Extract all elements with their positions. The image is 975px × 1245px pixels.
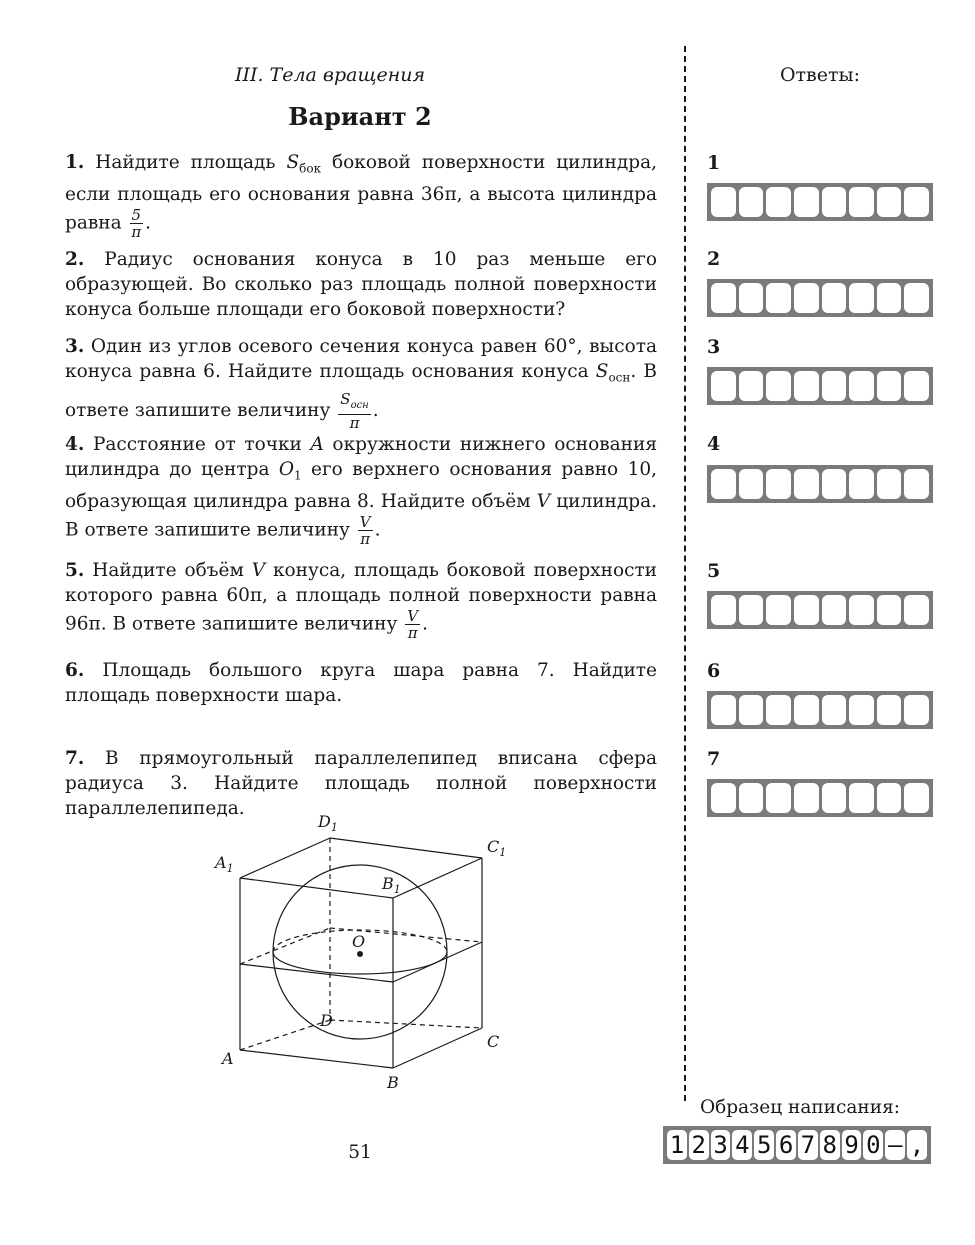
problem-5: 5. Найдите объём V конуса, площадь боковой поверхности которого равна 60π, а площадь полной поверхности равна 96π. В ответе запишите величину $\frac{V}{\pi}$ . (65, 560, 658, 642)
sample-title: Образец написания: (700, 1097, 900, 1118)
problem-2: 2. Радиус основания конуса в 10 раз меньше его образующей. Во сколько раз площадь полной поверхности конуса больше площади его боковой поверхности? (65, 249, 657, 320)
edge-D1-C1 (330, 838, 482, 858)
section-title: III. Тела вращения (234, 64, 426, 86)
edge-A-B (240, 1050, 393, 1068)
label-C: C (487, 1032, 500, 1051)
problem-number: 3. (65, 336, 85, 357)
edge-D-C (330, 1020, 482, 1028)
problem-number: 6. (65, 660, 85, 681)
answer-box-2[interactable] (707, 279, 933, 317)
problem-number: 1. (65, 152, 85, 173)
answer-box-7[interactable] (707, 779, 933, 817)
problem-number: 2. (65, 249, 85, 270)
problem-7: 7. В прямоугольный параллелепипед вписана сфера радиуса 3. Найдите площадь полной поверхности параллелепипеда. (65, 748, 657, 819)
answer-box-6[interactable] (707, 691, 933, 729)
answer-box-3[interactable] (707, 367, 933, 405)
fraction: $\frac{V}{\pi}$ (407, 607, 419, 642)
midsection-front-left (240, 964, 393, 982)
variant-title: Вариант 2 (288, 102, 432, 131)
problem-number: 5. (65, 560, 85, 581)
edge-A-D (240, 1020, 330, 1050)
answer-label-5: 5 (707, 560, 721, 582)
label-D: D (320, 1011, 333, 1030)
edge-A1-D1 (240, 838, 330, 878)
problem-number: 7. (65, 748, 85, 769)
label-B: B (387, 1073, 399, 1092)
center-point (357, 951, 363, 957)
problem-6: 6. Площадь большого круга шара равна 7. Найдите площадь поверхности шара. (65, 660, 657, 706)
parallelepiped-sphere-figure (200, 800, 520, 1100)
fraction: $\frac{S_{осн}}{\pi}$ (340, 389, 369, 432)
dashed-divider (684, 46, 686, 1101)
edge-B1-A1 (240, 878, 393, 898)
answer-box-1[interactable] (707, 183, 933, 221)
answer-box-4[interactable] (707, 465, 933, 503)
problem-number: 4. (65, 434, 85, 455)
label-A: A (222, 1049, 234, 1068)
answer-box-5[interactable] (707, 591, 933, 629)
edge-B-C (393, 1028, 482, 1068)
page-number: 51 (348, 1142, 372, 1163)
problem-3: 3. Один из углов осевого сечения конуса равен 60°, высота конуса равна 6. Найдите площадь основания конуса $S_{осн}$. В ответе запишите величину $\frac{S_{осн}}{\pi}$ . (65, 336, 657, 432)
answers-title: Ответы: (779, 64, 861, 86)
answer-label-6: 6 (707, 660, 721, 682)
sample-writing-box: 1 2 3 4 5 6 7 8 9 0 – , (663, 1126, 931, 1164)
label-C1: $C_1$ (487, 837, 507, 859)
answer-label-2: 2 (707, 248, 721, 270)
fraction: $\frac{V}{\pi}$ (359, 512, 371, 548)
label-A1: $A_1$ (215, 853, 234, 875)
problem-4: 4. Расстояние от точки A окружности нижнего основания цилиндра до центра $O_1$ его верхнего основания равно 10, образующая цилиндра равна 8. Найдите объём V цилиндра. В ответе запишите величину $\frac{V}{\pi}$ . (65, 434, 657, 548)
answer-label-1: 1 (707, 152, 721, 174)
answer-label-3: 3 (707, 336, 721, 358)
fraction: $\frac{5}{\pi}$ (131, 205, 142, 241)
label-O: O (352, 932, 366, 951)
label-B1: $B_1$ (382, 874, 401, 896)
answer-label-7: 7 (707, 748, 721, 770)
label-D1: $D_1$ (318, 812, 338, 834)
answer-label-4: 4 (707, 433, 721, 455)
problem-1: 1. Найдите площадь $S_{бок}$ боковой поверхности цилиндра, если площадь его основания равна 36π, а высота цилиндра равна $\frac{5}{\pi}$ . (65, 152, 657, 241)
